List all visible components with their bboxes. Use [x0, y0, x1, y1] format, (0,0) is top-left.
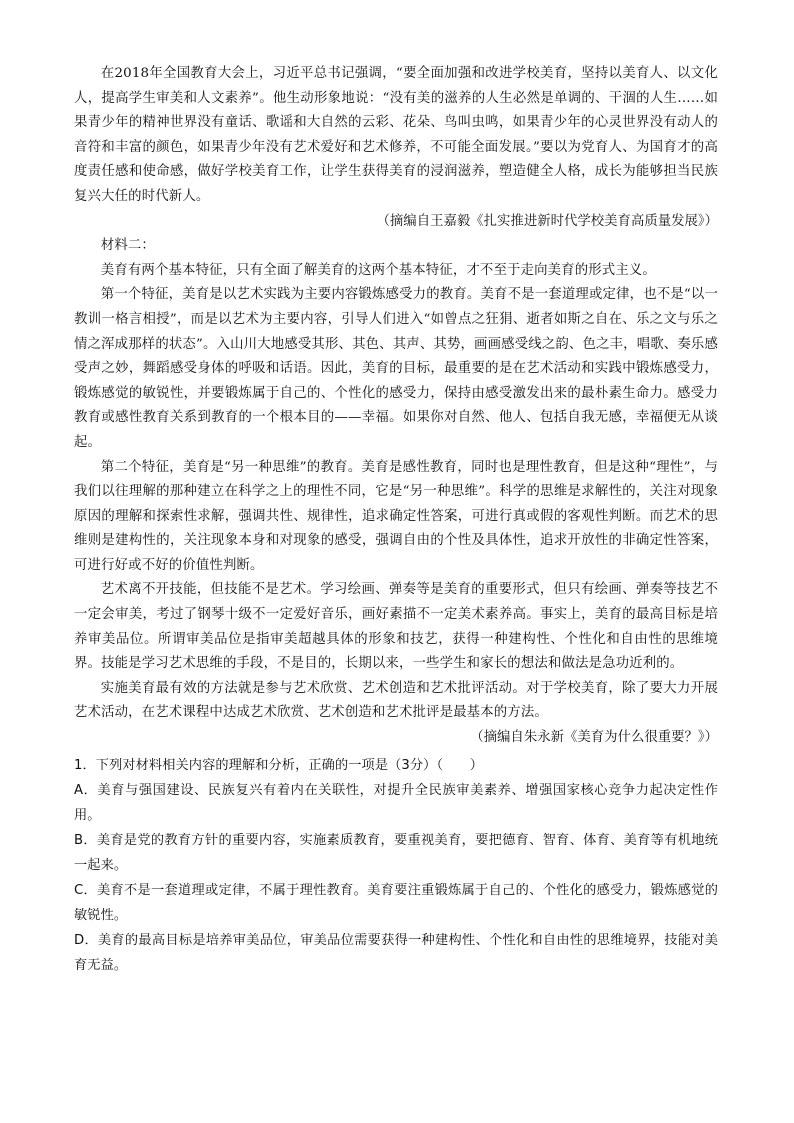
option-a: A．美育与强国建设、民族复兴有着内在关联性，对提升全民族审美素养、增强国家核心竞争力起决定性作用。 — [74, 782, 718, 823]
material1-paragraph: 在2018年全国教育大会上，习近平总书记强调，“要全面加强和改进学校美育，坚持以美育人、以文化人，提高学生审美和人文素养”。他生动形象地说：“没有美的滋养的人生必然是单调的、干涸的人生……如果青少年的精神世界没有童话、歌谣和大自然的云彩、花朵、鸟叫虫鸣，如果青少年的心灵世界没有动人的音符和丰富的颜色，如果青少年没有艺术爱好和艺术修养，不可能全面发展。”要以为党育人、为国育才的高度责任感和使命感，做好学校美育工作，让学生获得美育的浸润滋养，塑造健全人格，成长为能够担当民族复兴大任的时代新人。 — [74, 66, 718, 204]
option-c: C．美育不是一套道理或定律，不属于理性教育。美育要注重锻炼属于自己的、个性化的感受力，锻炼感觉的敏锐性。 — [74, 882, 718, 923]
option-d: D．美育的最高目标是培养审美品位，审美品位需要获得一种建构性、个性化和自由性的思维境界，技能对美育无益。 — [74, 932, 718, 973]
document-page — [74, 62, 718, 978]
material2-paragraph-5: 实施美育最有效的方法就是参与艺术欣赏、艺术创造和艺术批评活动。对于学校美育，除了要大力开展艺术活动，在艺术课程中达成艺术欣赏、艺术创造和艺术批评是最基本的方法。 — [74, 680, 718, 721]
material2-paragraph-1: 美育有两个基本特征，只有全面了解美育的这两个基本特征，才不至于走向美育的形式主义。 — [100, 262, 656, 278]
material2-paragraph-2: 第一个特征，美育是以艺术实践为主要内容锻炼感受力的教育。美育不是一套道理或定律，也不是“以一教训一格言相授”，而是以艺术为主要内容，引导人们进入“如曾点之狂狷、逝者如斯之自在、乐之文与乐之情之浑成那样的状态”。入山川大地感受其形、其色、其声、其势，画画感受线之韵、色之丰，唱歌、奏乐感受声之妙，舞蹈感受身体的呼吸和话语。因此，美育的目标，最重要的是在艺术活动和实践中锻炼感受力，锻炼感觉的敏锐性，并要锻炼属于自己的、个性化的感受力，保持由感受激发出来的最朴素生命力。感受力教育或感性教育关系到教育的一个根本目的——幸福。如果你对自然、他人、包括自我无感，幸福便无从谈起。 — [74, 287, 718, 450]
source-citation-2: （摘编自朱永新《美育为什么很重要？》） — [470, 730, 718, 746]
material2-heading: 材料二： — [100, 238, 155, 254]
material2-paragraph-4: 艺术离不开技能，但技能不是艺术。学习绘画、弹奏等是美育的重要形式，但只有绘画、弹奏等技艺不一定会审美，考过了钢琴十级不一定爱好音乐，画好素描不一定美术素养高。事实上，美育的最高目标是培养审美品位。所谓审美品位是指审美超越具体的形象和技艺，获得一种建构性、个性化和自由性的思维境界。技能是学习艺术思维的手段，不是目的，长期以来，一些学生和家长的想法和做法是急功近利的。 — [74, 582, 718, 672]
option-b: B．美育是党的教育方针的重要内容，实施素质教育，要重视美育，要把德育、智育、体育、美育等有机地统一起来。 — [74, 832, 718, 873]
question-stem: 1．下列对材料相关内容的理解和分析，正确的一项是（3分）（ ） — [74, 757, 484, 773]
material2-paragraph-3: 第二个特征，美育是“另一种思维”的教育。美育是感性教育，同时也是理性教育，但是这种“理性”，与我们以往理解的那种建立在科学之上的理性不同，它是“另一种思维”。科学的思维是求解性的，关注对现象原因的理解和探索性求解，强调共性、规律性，追求确定性答案，可进行真或假的客观性判断。而艺术的思维则是建构性的，关注现象本身和对现象的感受，强调自由的个性及具体性，追求开放性的非确定性答案，可进行好或不好的价值性判断。 — [74, 459, 718, 573]
source-citation-1: （摘编自王嘉毅《扎实推进新时代学校美育高质量发展》） — [376, 213, 718, 229]
